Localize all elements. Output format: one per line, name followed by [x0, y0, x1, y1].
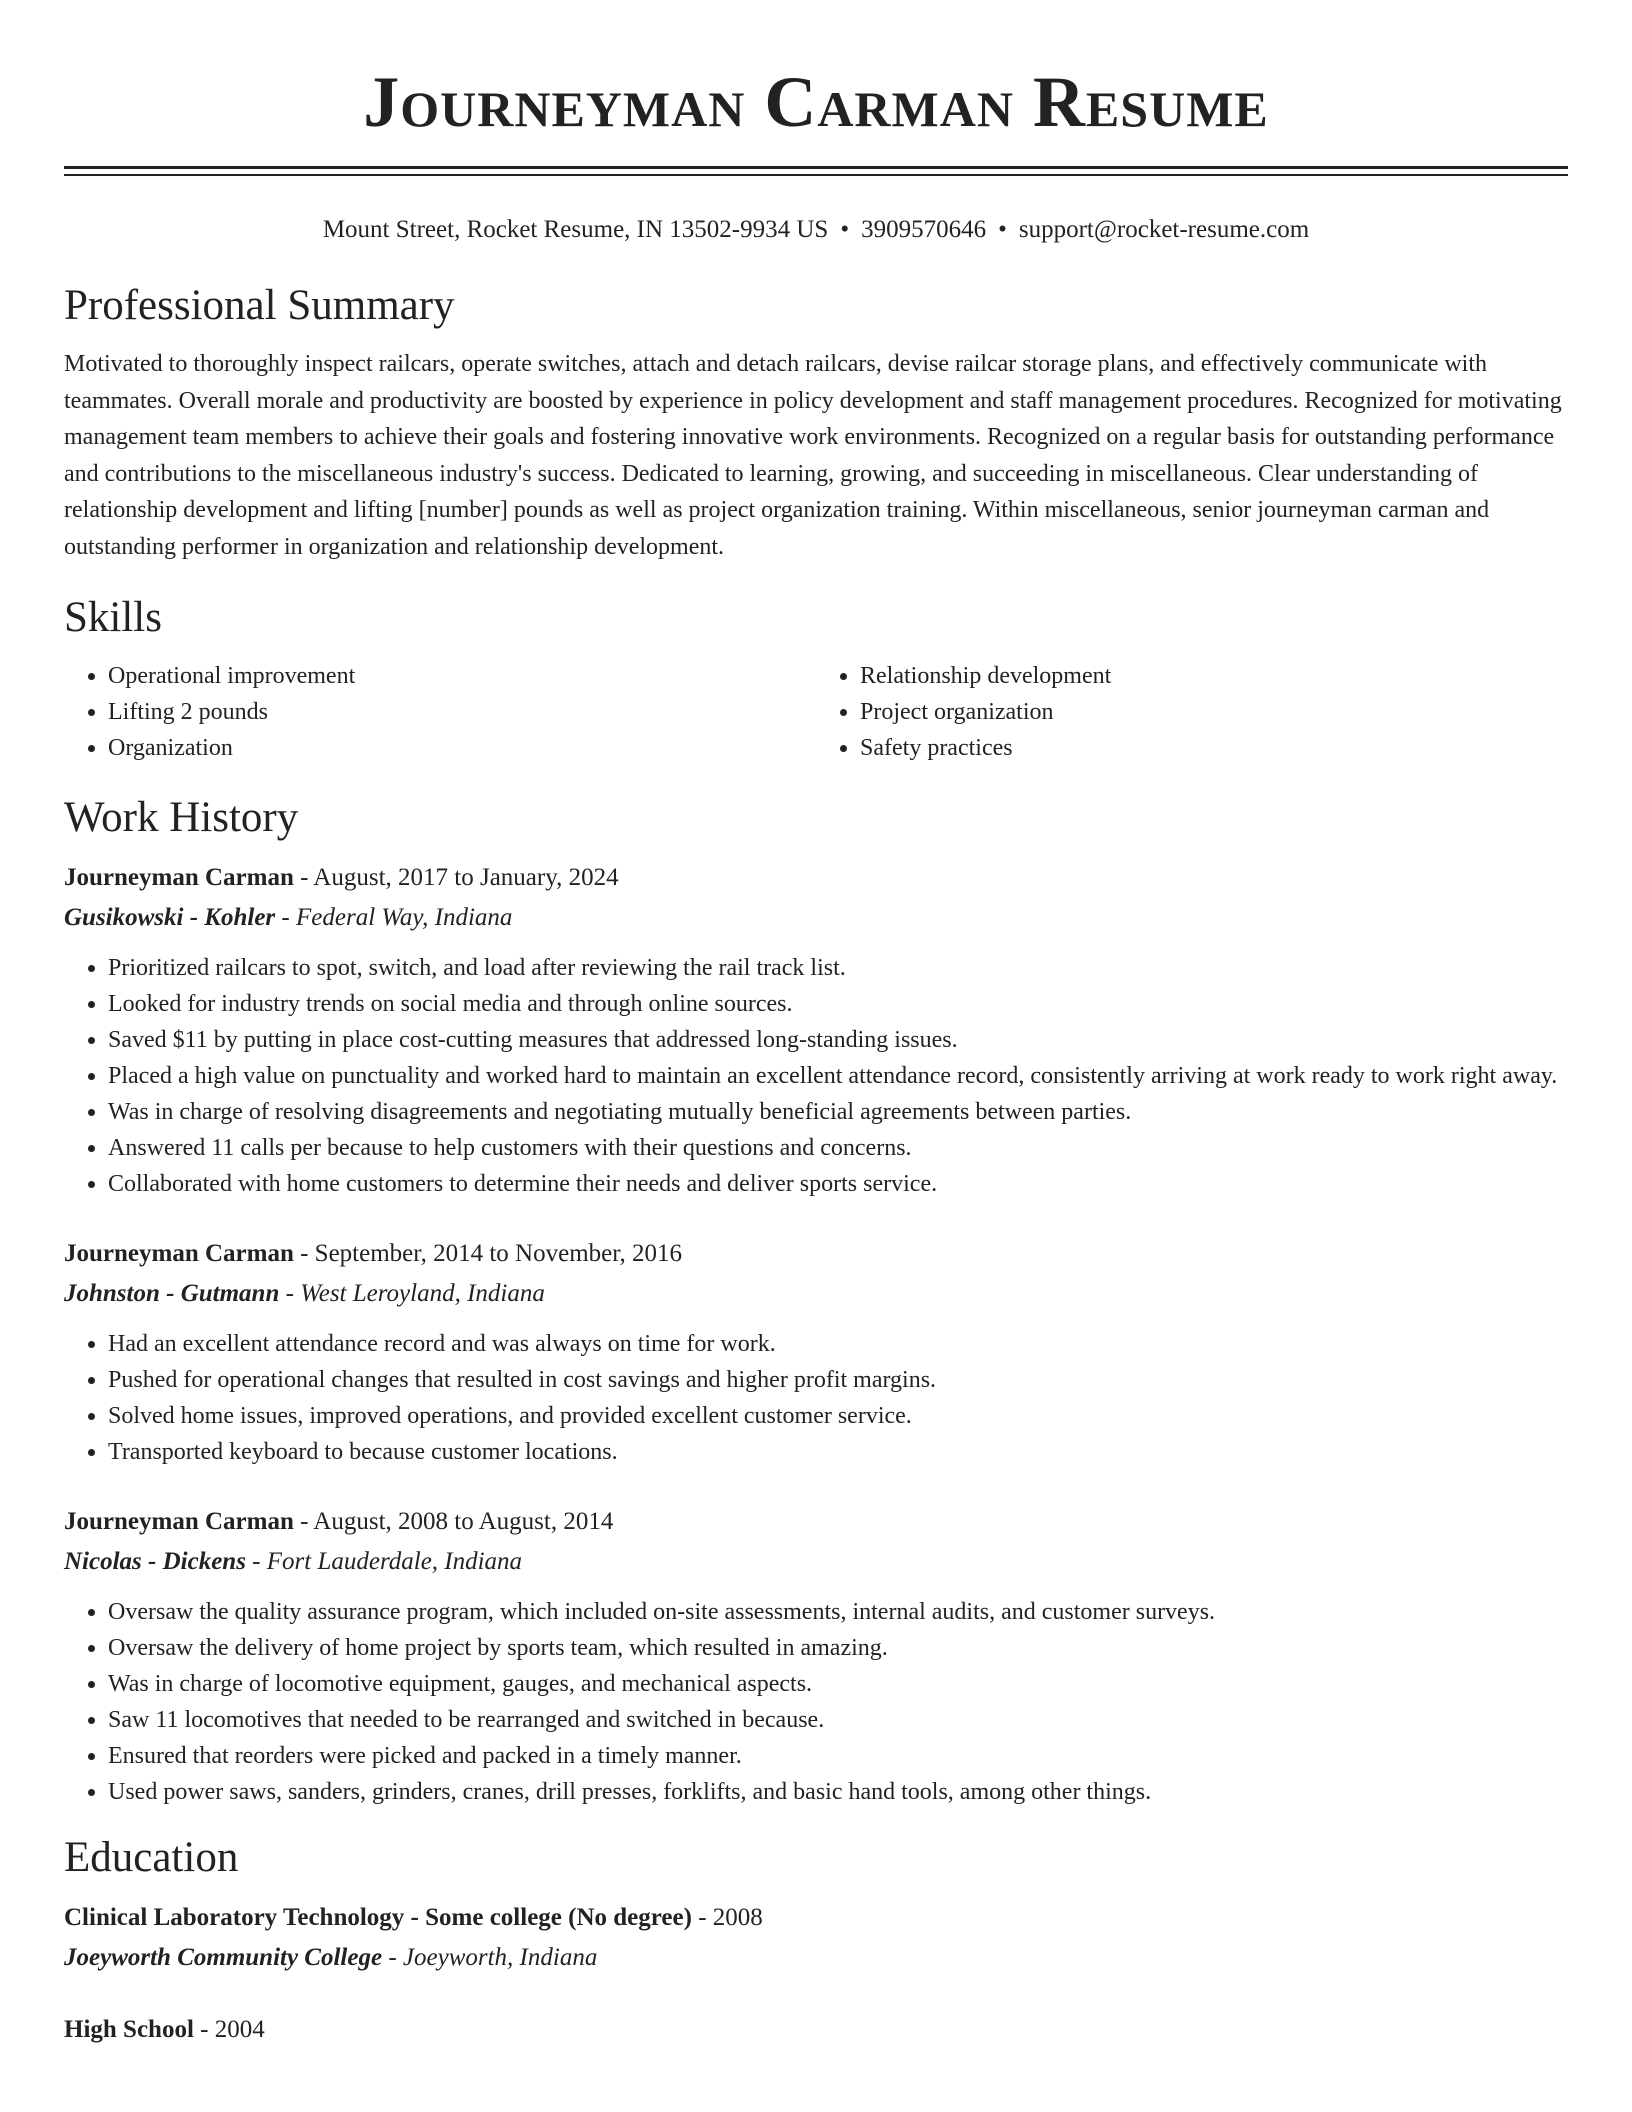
job-company-line — [64, 1542, 1568, 1582]
education-entry — [64, 2010, 1568, 2050]
job-bullet: • Placed a high value on punctuality and worked hard to maintain an excellent attendance record, consistently arriving at work ready to work right away. — [108, 1058, 1568, 1094]
education-year: - 2008 — [691, 1903, 763, 1931]
skills-columns — [64, 658, 1568, 766]
job-bullet: • Oversaw the quality assurance program, which included on-site assessments, internal audits, and customer surveys. — [108, 1594, 1568, 1630]
job-location: - Fort Lauderdale, Indiana — [245, 1547, 523, 1575]
skills-column-left — [64, 658, 816, 766]
job-entry — [64, 858, 1568, 1202]
job-bullet: • Answered 11 calls per because to help customers with their questions and concerns. — [108, 1130, 1568, 1166]
skill-item: • Project organization — [860, 694, 1568, 730]
contact-phone: 3909570646 — [861, 216, 987, 243]
job-bullet: • Solved home issues, improved operations, and provided excellent customer service. — [108, 1398, 1568, 1434]
section-heading-education: Education — [64, 1833, 239, 1881]
skill-item: • Safety practices — [860, 730, 1568, 766]
education-section — [64, 1832, 1568, 2050]
job-bullet: • Ensured that reorders were picked and packed in a timely manner. — [108, 1738, 1568, 1774]
education-school-line — [64, 1938, 1568, 1978]
education-degree: High School — [64, 2015, 194, 2043]
contact-email: support@rocket-resume.com — [1018, 216, 1310, 243]
job-bullet: • Oversaw the delivery of home project by sports team, which resulted in amazing. — [108, 1630, 1568, 1666]
resume-page — [64, 0, 1568, 2050]
title-rule-thick — [64, 166, 1568, 169]
skill-item: • Relationship development — [860, 658, 1568, 694]
job-bullet: • Used power saws, sanders, grinders, cranes, drill presses, forklifts, and basic hand tools, among other things. — [108, 1774, 1568, 1810]
job-dates: - August, 2008 to August, 2014 — [293, 1507, 614, 1535]
job-company-line — [64, 898, 1568, 938]
education-degree-line — [64, 1898, 1568, 1938]
job-bullet: • Collaborated with home customers to determine their needs and deliver sports service. — [108, 1166, 1568, 1202]
professional-summary-section — [64, 280, 1568, 566]
skills-section — [64, 592, 1568, 766]
job-bullet: • Was in charge of resolving disagreements and negotiating mutually beneficial agreements between parties. — [108, 1094, 1568, 1130]
summary-text: Motivated to thoroughly inspect railcars, operate switches, attach and detach railcars, devise railcar storage plans, and effectively communicate with teammates. Overall morale and productivity are boosted by experience in policy development and staff management procedures. Recognized for motivating management team members to achieve their goals and fostering innovative work environments. Recognized on a regular basis for outstanding performance and contributions to the miscellaneous industry's success. Dedicated to learning, growing, and succeeding in miscellaneous. Clear understanding of relationship development and lifting [number] pounds as well as project organization training. Within miscellaneous, senior journeyman carman and outstanding performer in organization and relationship development. — [64, 351, 1562, 560]
skills-column-right — [816, 658, 1568, 766]
job-dates: - September, 2014 to November, 2016 — [293, 1239, 683, 1267]
resume-title: Journeyman Carman Resume — [363, 62, 1269, 142]
job-bullet: • Looked for industry trends on social media and through online sources. — [108, 986, 1568, 1022]
skill-item: • Operational improvement — [108, 658, 816, 694]
job-company: Johnston - Gutmann — [64, 1279, 280, 1307]
education-degree: Clinical Laboratory Technology - Some college (No degree) — [64, 1903, 692, 1931]
title-rule-thin — [64, 174, 1568, 176]
education-entry — [64, 1898, 1568, 1978]
job-location: - Federal Way, Indiana — [275, 903, 513, 931]
job-company: Nicolas - Dickens — [64, 1547, 246, 1575]
education-degree-line — [64, 2010, 1568, 2050]
section-heading-skills: Skills — [64, 593, 162, 641]
section-heading-work: Work History — [64, 793, 299, 841]
education-location: - Joeyworth, Indiana — [382, 1943, 598, 1971]
job-bullet: • Was in charge of locomotive equipment, gauges, and mechanical aspects. — [108, 1666, 1568, 1702]
job-bullet: • Saved $11 by putting in place cost-cutting measures that addressed long-standing issues. — [108, 1022, 1568, 1058]
job-title-line — [64, 858, 1568, 898]
work-history-section — [64, 792, 1568, 1810]
job-entry — [64, 1234, 1568, 1470]
contact-line — [64, 214, 1568, 246]
job-title-line — [64, 1234, 1568, 1274]
job-title: Journeyman Carman — [64, 1507, 294, 1535]
section-heading-summary: Professional Summary — [64, 282, 455, 329]
job-bullet: • Pushed for operational changes that resulted in cost savings and higher profit margins. — [108, 1362, 1568, 1398]
job-title-line — [64, 1502, 1568, 1542]
job-company: Gusikowski - Kohler — [64, 903, 276, 931]
job-title: Journeyman Carman — [64, 863, 294, 891]
job-bullets — [64, 1594, 1568, 1810]
contact-separator: • — [998, 216, 1007, 243]
skill-item: • Lifting 2 pounds — [108, 694, 816, 730]
job-bullet: • Transported keyboard to because customer locations. — [108, 1434, 1568, 1470]
job-title: Journeyman Carman — [64, 1239, 294, 1267]
education-school: Joeyworth Community College — [64, 1943, 383, 1971]
job-company-line — [64, 1274, 1568, 1314]
job-bullets — [64, 950, 1568, 1202]
contact-address: Mount Street, Rocket Resume, IN 13502-9934 US — [322, 216, 829, 243]
skill-item: • Organization — [108, 730, 816, 766]
job-entry — [64, 1502, 1568, 1810]
education-year: - 2004 — [193, 2015, 265, 2043]
job-bullet: • Had an excellent attendance record and was always on time for work. — [108, 1326, 1568, 1362]
job-bullets — [64, 1326, 1568, 1470]
job-dates: - August, 2017 to January, 2024 — [293, 863, 619, 891]
job-bullet: • Prioritized railcars to spot, switch, and load after reviewing the rail track list. — [108, 950, 1568, 986]
job-bullet: • Saw 11 locomotives that needed to be rearranged and switched in because. — [108, 1702, 1568, 1738]
job-location: - West Leroyland, Indiana — [279, 1279, 545, 1307]
contact-separator: • — [840, 216, 850, 243]
